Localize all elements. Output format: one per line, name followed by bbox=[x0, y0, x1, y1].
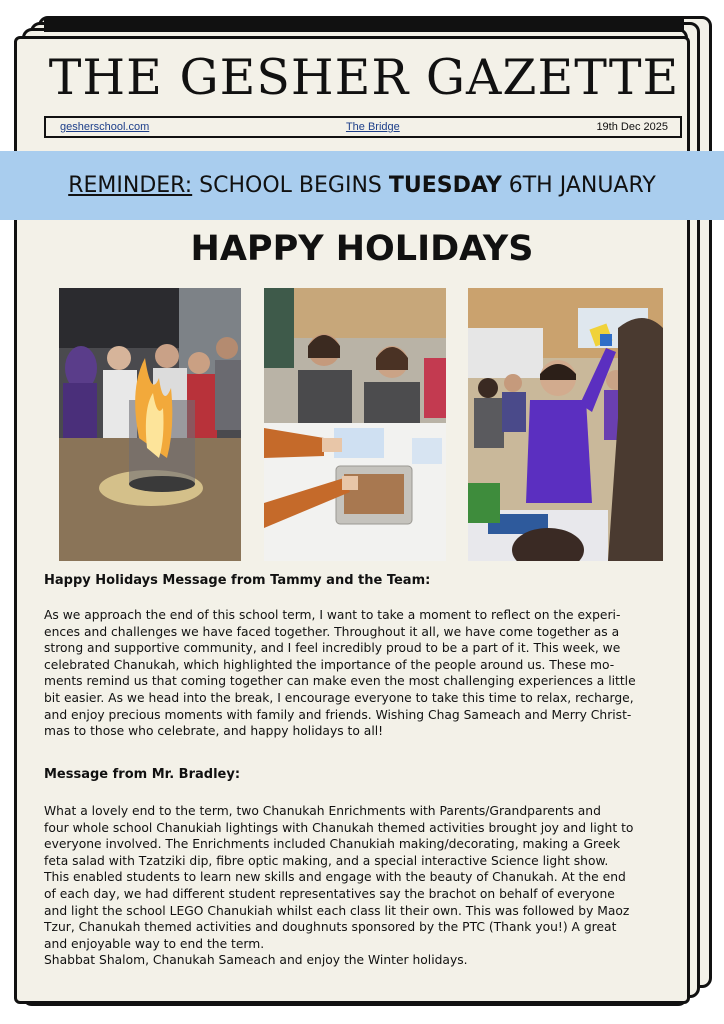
photo-classroom bbox=[468, 288, 663, 561]
website-link[interactable]: gesherschool.com bbox=[60, 121, 150, 133]
reminder-emphasis: TUESDAY bbox=[388, 173, 502, 198]
reminder-prefix: REMINDER: bbox=[68, 173, 193, 198]
article-title-bradley: Message from Mr. Bradley: bbox=[44, 767, 241, 782]
article-body-tammy: As we approach the end of this school term, I want to take a moment to reflect on the experi- ences and challenges we have faced together. Throughout it all, we have come together as a strong and supportive community, and I feel incredibly proud to be a part of it. This week, we celebrated Chanukah, which highlighted the importance of the people around us. These mo- ments remind us that coming together can make even the most challenging experiences a little bit easier. As we head into the break, I encourage everyone to take this time to relax, recharge, and enjoy precious moments with family and friends. Wishing Chag Sameach and Merry Christ- mas to those who celebrate, and happy holidays to all! bbox=[44, 608, 636, 739]
issue-date: 19th Dec 2025 bbox=[596, 121, 668, 133]
photo-candle-tray bbox=[264, 288, 446, 561]
newsletter-title: THE GESHER GAZETTE bbox=[48, 49, 680, 106]
reminder-text-after: 6TH JANUARY bbox=[501, 173, 656, 198]
article-body-bradley: What a lovely end to the term, two Chanukah Enrichments with Parents/Grandparents and four whole school Chanukiah lightings with Chanukah themed activities brought joy and light to everyone involved. The Enrichments included Chanukiah making/decorating, making a Greek feta salad with Tzatziki dip, fibre optic making, and a special interactive Science light show. This enabled students to learn new skills and engage with the beauty of Chanukah. At the end of each day, we had different student representatives say the brachot on behalf of everyone and light the school LEGO Chanukiah whilst each class lit their own. This was followed by Maoz Tzur, Chanukah themed activities and doughnuts sponsored by the PTC (Thank you!) A great and enjoyable way to end the term. Shabbat Shalom, Chanukah Sameach and enjoy the Winter holidays. bbox=[44, 804, 634, 968]
headline: HAPPY HOLIDAYS bbox=[190, 229, 534, 269]
article-title-tammy: Happy Holidays Message from Tammy and the Team: bbox=[44, 573, 431, 588]
photo-fire-bowl bbox=[59, 288, 241, 561]
masthead-info-bar bbox=[44, 116, 682, 138]
reminder-banner bbox=[0, 151, 724, 220]
masthead-top-rule bbox=[44, 18, 684, 32]
section-link[interactable]: The Bridge bbox=[345, 121, 400, 133]
reminder-text-before: SCHOOL BEGINS bbox=[192, 173, 389, 198]
